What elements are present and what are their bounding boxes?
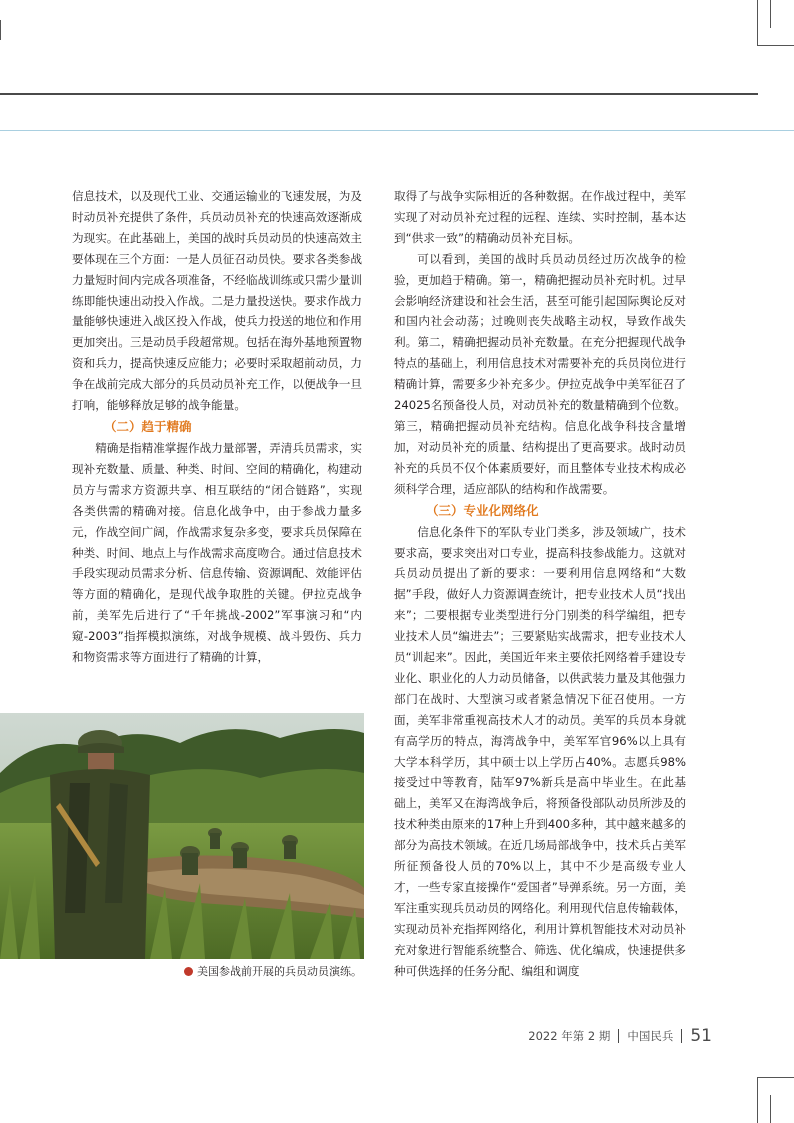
crop-mark [757,0,758,46]
section-heading: （三）专业化网络化 [426,502,539,518]
crop-mark [770,1095,771,1123]
paragraph: 信息化条件下的军队专业门类多，涉及领域广，技术要求高，要求突出对口专业，提高科技参战能力。这就对兵员动员提出了新的要求：一要利用信息网络和“大数据”手段，做好人力资源调查统计，把专业技术人员“找出来”；二要根据专业类型进行分门别类的科学编组，把专业技术人员“编进去”；三要紧贴实战需求，把专业技术人员“训起来”。因此，美国近年来主要依托网络着手建设专业化、职业化的人力动员储备，以供武装力量及其他强力部门在战时、大型演习或者紧急情况下征召使用。一方面，美军非常重视高技术人才的动员。美军的兵员本身就有高学历的特点，海湾战争中，美军军官96%以上具有大学本科学历，其中硕士以上学历占40%。志愿兵98%接受过中等教育，陆军97%新兵是高中毕业生。在此基础上，美军又在海湾战争后，将预备役部队动员所涉及的技术种类由原来的17种上升到400多种，其中越来越多的部分为高技术领域。在近几场局部战争中，技术兵占美军所征预备役人员的70%以上，其中不少是高级专业人才，一些专家直接操作“爱国者”导弹系统。另一方面，美军注重实现兵员动员的网络化。利用现代信息传输载体，实现动员补充指挥网络化，利用计算机智能技术对动员补充对象进行智能系统整合、筛选、优化编成，快速提供多种可供选择的任务分配、编组和调度 [394,524,686,978]
crop-mark [0,20,1,40]
crop-mark [757,45,794,46]
photo-caption [184,964,362,980]
page-footer [528,1026,712,1046]
section-heading: （二）趋于精确 [104,418,192,434]
paragraph: 可以看到，美国的战时兵员动员经过历次战争的检验，更加趋于精确。第一，精确把握动员补充时机。过早会影响经济建设和社会生活，甚至可能引起国际舆论反对和国内社会动荡；过晚则丧失战略主动权，导致作战失利。第二，精确把握动员补充数量。在充分把握现代战争特点的基础上，利用信息技术对需要补充的兵员岗位进行精确计算，需要多少补充多少。伊拉克战争中美军征召了24025名预备役人员，对动员补充的数量精确到个位数。第三，精确把握动员补充结构。信息化战争科技含量增加，对动员补充的质量、结构提出了更高要求。战时动员补充的兵员不仅个体素质要好，而且整体专业技术构成必须科学合理，适应部队的结构和作战需要。 [394,251,686,496]
paragraph: 精确是指精准掌握作战力量部署，弄清兵员需求，实现补充数量、质量、种类、时间、空间的精确化，构建动员方与需求方资源共享、相互联结的“闭合链路”，实现各类供需的精确对接。信息化战争中，由于参战力量多元，作战空间广阔，作战需求复杂多变，要求兵员保障在种类、时间、地点上与作战需求高度吻合。通过信息技术手段实现动员需求分析、信息传输、资源调配、效能评估等方面的精确化，是现代战争取胜的关键。伊拉克战争前，美军先后进行了“千年挑战-2002”军事演习和“内窥-2003”指挥模拟演练，对战争规模、战斗毁伤、兵力和物资需求等方面进行了精确的计算， [72,440,362,665]
left-column [72,186,362,668]
paragraph: 取得了与战争实际相近的各种数据。在作战过程中，美军实现了对动员补充过程的远程、连续、实时控制，基本达到“供求一致”的精确动员补充目标。 [394,189,686,245]
caption-text: 美国参战前开展的兵员动员演练。 [197,965,362,978]
paragraph: 信息技术，以及现代工业、交通运输业的飞速发展，为及时动员补充提供了条件，兵员动员补充的快速高效逐渐成为现实。在此基础上，美国的战时兵员动员的快速高效主要体现在三个方面：一是人员征召动员快。要求各类参战力量短时间内完成各项准备，不经临战训练或只需少量训练即能快速出动投入作战。二是力量投送快。要求作战力量能够快速进入战区投入作战，使兵力投送的地位和作用更加突出。三是动员手段超常规。包括在海外基地预置物资和兵力，提高快速反应能力；必要时采取超前动员，力争在战前完成大部分的兵员动员补充工作，以便战争一旦打响，能够释放足够的战争能量。 [72,189,362,413]
issue-label: 2022 年第 2 期 [528,1029,611,1043]
crop-mark [770,0,771,28]
magazine-name: 中国民兵 [627,1029,674,1043]
header-rule [0,93,758,95]
footer-divider [681,1029,682,1043]
header-rule-light [0,130,794,131]
crop-mark [757,1077,758,1123]
crop-mark [757,1077,794,1078]
footer-divider [618,1029,619,1043]
soldiers-photo [0,713,364,959]
bullet-icon [184,967,193,976]
right-column [394,186,686,982]
page-number: 51 [690,1026,712,1046]
